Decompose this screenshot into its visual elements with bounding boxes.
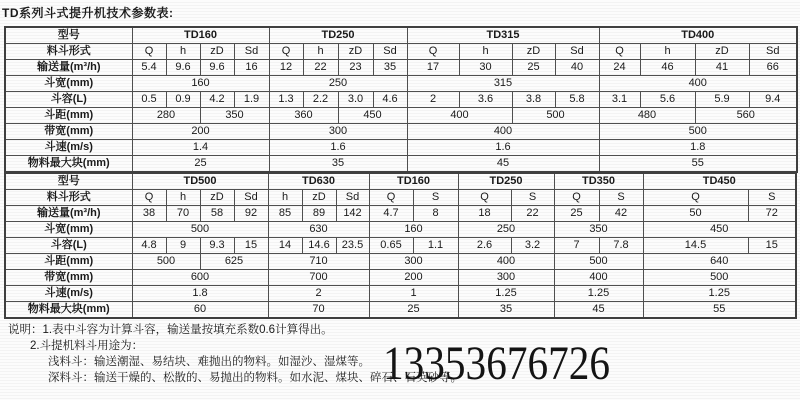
value-cell: 4.7 (369, 206, 413, 222)
value-cell: 450 (338, 108, 407, 124)
row-label: 带宽(mm) (5, 124, 132, 140)
row-label: 斗距(mm) (5, 108, 132, 124)
value-cell: 2.6 (458, 238, 511, 254)
table-row (5, 92, 797, 108)
value-cell: 560 (695, 108, 797, 124)
value-cell: 500 (599, 124, 797, 140)
value-cell: h (303, 44, 338, 60)
table-row (5, 270, 796, 286)
value-cell: 480 (599, 108, 695, 124)
value-cell: zD (200, 44, 234, 60)
value-cell: 92 (234, 206, 268, 222)
table-row (5, 76, 797, 92)
table-row (5, 206, 796, 222)
value-cell: 9.4 (749, 92, 797, 108)
value-cell: Sd (555, 44, 599, 60)
value-cell: 1.6 (407, 140, 599, 156)
table-row (5, 222, 796, 238)
value-cell: 4.8 (132, 238, 166, 254)
value-cell: 55 (643, 302, 796, 319)
value-cell: 9 (166, 238, 200, 254)
value-cell: zD (512, 44, 555, 60)
value-cell: 4.2 (200, 92, 234, 108)
table-row (5, 302, 796, 319)
value-cell: 400 (599, 76, 797, 92)
value-cell: zD (695, 44, 749, 60)
table-row (5, 286, 796, 302)
row-label: 料斗形式 (5, 190, 132, 206)
row-label: 型号 (5, 173, 132, 190)
model-header-cell: TD450 (643, 173, 796, 190)
value-cell: 630 (268, 222, 369, 238)
value-cell: 35 (458, 302, 554, 319)
table-row (5, 140, 797, 156)
value-cell: 640 (643, 254, 796, 270)
value-cell: Sd (234, 190, 268, 206)
value-cell: 58 (200, 206, 234, 222)
value-cell: Q (132, 190, 166, 206)
row-label: 物料最大块(mm) (5, 156, 132, 173)
value-cell: Sd (336, 190, 369, 206)
value-cell: 14 (268, 238, 302, 254)
value-cell: Q (554, 190, 599, 206)
value-cell: 500 (132, 222, 268, 238)
value-cell: 42 (599, 206, 643, 222)
value-cell: Sd (749, 44, 797, 60)
value-cell: 12 (269, 60, 303, 76)
value-cell: 18 (458, 206, 511, 222)
value-cell: 625 (200, 254, 268, 270)
value-cell: h (268, 190, 302, 206)
value-cell: 200 (369, 270, 458, 286)
table-row (5, 238, 796, 254)
table-row (5, 108, 797, 124)
value-cell: 315 (407, 76, 599, 92)
value-cell: 35 (373, 60, 407, 76)
value-cell: 38 (132, 206, 166, 222)
value-cell: 360 (269, 108, 338, 124)
value-cell: h (459, 44, 512, 60)
value-cell: 25 (512, 60, 555, 76)
value-cell: Q (599, 44, 640, 60)
value-cell: 70 (268, 302, 369, 319)
value-cell: zD (200, 190, 234, 206)
model-header-cell: TD160 (132, 27, 269, 44)
value-cell: Q (407, 44, 459, 60)
value-cell: 70 (166, 206, 200, 222)
value-cell: 160 (132, 76, 269, 92)
value-cell: 5.9 (695, 92, 749, 108)
value-cell: 250 (458, 222, 554, 238)
value-cell: 160 (369, 222, 458, 238)
value-cell: 15 (748, 238, 796, 254)
value-cell: h (640, 44, 695, 60)
value-cell: 89 (302, 206, 336, 222)
value-cell: 1.8 (599, 140, 797, 156)
value-cell: 5.6 (640, 92, 695, 108)
value-cell: 22 (303, 60, 338, 76)
value-cell: 1.4 (132, 140, 269, 156)
bottom-spec-table (4, 172, 797, 319)
row-label: 斗容(L) (5, 92, 132, 108)
table-row (5, 60, 797, 76)
value-cell: 23 (338, 60, 373, 76)
value-cell: 500 (512, 108, 599, 124)
row-label: 斗宽(mm) (5, 76, 132, 92)
row-label: 料斗形式 (5, 44, 132, 60)
table-row (5, 44, 797, 60)
note-line: 深料斗：输送干燥的、松散的、易抛出的物料。如水泥、煤块、碎石、石英砂等。 (48, 372, 462, 384)
row-label: 物料最大块(mm) (5, 302, 132, 319)
row-label: 斗速(m/s) (5, 140, 132, 156)
value-cell: 3.1 (599, 92, 640, 108)
value-cell: 3.2 (511, 238, 554, 254)
value-cell: 600 (132, 270, 268, 286)
model-header-cell: TD350 (554, 173, 643, 190)
value-cell: 400 (554, 270, 643, 286)
value-cell: 23.5 (336, 238, 369, 254)
table-row (5, 156, 797, 173)
value-cell: 250 (269, 76, 407, 92)
value-cell: 2 (407, 92, 459, 108)
value-cell: 16 (234, 60, 269, 76)
value-cell: zD (302, 190, 336, 206)
value-cell: S (413, 190, 458, 206)
value-cell: 30 (459, 60, 512, 76)
value-cell: 66 (749, 60, 797, 76)
value-cell: 7 (554, 238, 599, 254)
table-row (5, 254, 796, 270)
value-cell: 280 (132, 108, 200, 124)
value-cell: 22 (511, 206, 554, 222)
value-cell: 4.6 (373, 92, 407, 108)
value-cell: Q (269, 44, 303, 60)
value-cell: S (599, 190, 643, 206)
page-title: TD系列斗式提升机技术参数表: (2, 6, 174, 20)
table-row (5, 124, 797, 140)
value-cell: 5.8 (555, 92, 599, 108)
model-header-cell: TD630 (268, 173, 369, 190)
value-cell: 350 (200, 108, 269, 124)
value-cell: Q (132, 44, 166, 60)
value-cell: 8 (413, 206, 458, 222)
row-label: 斗速(m/s) (5, 286, 132, 302)
row-label: 斗距(mm) (5, 254, 132, 270)
value-cell: 55 (599, 156, 797, 173)
value-cell: 3.6 (459, 92, 512, 108)
value-cell: 142 (336, 206, 369, 222)
row-label: 斗宽(mm) (5, 222, 132, 238)
value-cell: 35 (269, 156, 407, 173)
note-line: 浅料斗：输送潮湿、易结块、难抛出的物料。如湿沙、湿煤等。 (48, 356, 370, 368)
value-cell: 41 (695, 60, 749, 76)
value-cell: 40 (555, 60, 599, 76)
value-cell: 1.6 (269, 140, 407, 156)
value-cell: 1.25 (554, 286, 643, 302)
value-cell: 300 (269, 124, 407, 140)
value-cell: 3.0 (338, 92, 373, 108)
model-header-cell: TD250 (269, 27, 407, 44)
value-cell: Sd (234, 44, 269, 60)
value-cell: S (511, 190, 554, 206)
value-cell: 24 (599, 60, 640, 76)
value-cell: 500 (132, 254, 200, 270)
row-label: 型号 (5, 27, 132, 44)
value-cell: 5.4 (132, 60, 166, 76)
value-cell: 1 (369, 286, 458, 302)
value-cell: 14.6 (302, 238, 336, 254)
table-row (5, 27, 797, 44)
value-cell: 46 (640, 60, 695, 76)
row-label: 带宽(mm) (5, 270, 132, 286)
value-cell: 0.5 (132, 92, 166, 108)
value-cell: 0.9 (166, 92, 200, 108)
value-cell: 1.1 (413, 238, 458, 254)
value-cell: 2.2 (303, 92, 338, 108)
value-cell: Q (369, 190, 413, 206)
table-row (5, 190, 796, 206)
row-label: 斗容(L) (5, 238, 132, 254)
value-cell: 7.8 (599, 238, 643, 254)
value-cell: 1.3 (269, 92, 303, 108)
value-cell: 500 (643, 270, 796, 286)
value-cell: h (166, 190, 200, 206)
phone-number: 13353676726 (383, 337, 611, 390)
value-cell: 700 (268, 270, 369, 286)
value-cell: 9.3 (200, 238, 234, 254)
value-cell: 710 (268, 254, 369, 270)
model-header-cell: TD250 (458, 173, 554, 190)
value-cell: 450 (643, 222, 796, 238)
bottom-table-body (5, 173, 796, 318)
value-cell: 1.9 (234, 92, 269, 108)
value-cell: 14.5 (643, 238, 748, 254)
value-cell: h (166, 44, 200, 60)
value-cell: Q (643, 190, 748, 206)
value-cell: Sd (373, 44, 407, 60)
value-cell: 50 (643, 206, 748, 222)
value-cell: 25 (132, 156, 269, 173)
value-cell: 45 (407, 156, 599, 173)
note-line: 说明：1.表中斗容为计算斗容，输送量按填充系数0.6计算得出。 (8, 324, 333, 336)
value-cell: S (748, 190, 796, 206)
value-cell: 45 (554, 302, 643, 319)
value-cell: 9.6 (166, 60, 200, 76)
value-cell: 15 (234, 238, 268, 254)
value-cell: 400 (407, 124, 599, 140)
top-spec-table (4, 26, 798, 173)
row-label: 输送量(m³/h) (5, 60, 132, 76)
value-cell: 72 (748, 206, 796, 222)
model-header-cell: TD400 (599, 27, 797, 44)
value-cell: 200 (132, 124, 269, 140)
value-cell: 17 (407, 60, 459, 76)
value-cell: 9.6 (200, 60, 234, 76)
value-cell: 85 (268, 206, 302, 222)
value-cell: 3.8 (512, 92, 555, 108)
value-cell: 400 (407, 108, 512, 124)
table-row (5, 173, 796, 190)
value-cell: 25 (554, 206, 599, 222)
row-label: 输送量(m³/h) (5, 206, 132, 222)
value-cell: 400 (458, 254, 554, 270)
value-cell: 300 (369, 254, 458, 270)
value-cell: 2 (268, 286, 369, 302)
value-cell: 60 (132, 302, 268, 319)
value-cell: zD (338, 44, 373, 60)
value-cell: 1.25 (458, 286, 554, 302)
value-cell: 300 (458, 270, 554, 286)
note-line: 2.斗提机料斗用途为： (30, 340, 144, 352)
model-header-cell: TD500 (132, 173, 268, 190)
value-cell: 25 (369, 302, 458, 319)
value-cell: 1.8 (132, 286, 268, 302)
value-cell: 1.25 (643, 286, 796, 302)
value-cell: 500 (554, 254, 643, 270)
model-header-cell: TD160 (369, 173, 458, 190)
top-table-body (5, 27, 797, 172)
value-cell: 0.65 (369, 238, 413, 254)
value-cell: 350 (554, 222, 643, 238)
model-header-cell: TD315 (407, 27, 599, 44)
value-cell: Q (458, 190, 511, 206)
